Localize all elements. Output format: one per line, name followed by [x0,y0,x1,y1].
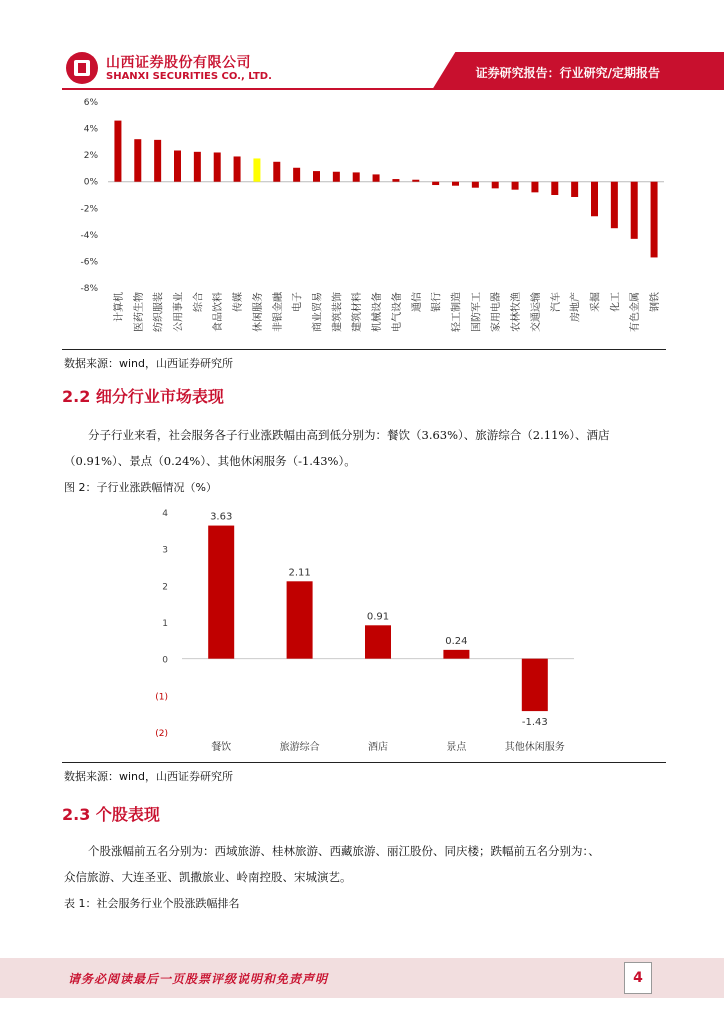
x-tick-label: 医药生物 [133,292,145,332]
company-logo-icon [66,52,98,84]
x-tick-label: 餐饮 [211,742,232,753]
x-tick-label: 休闲服务 [252,292,264,332]
y-tick-label: 4 [162,509,168,519]
chart2-source: 数据来源：wind，山西证券研究所 [64,770,234,783]
y-tick-label: 0 [162,655,168,666]
bar [174,150,181,181]
x-tick-label: 传媒 [233,292,245,312]
bar [512,182,519,190]
paragraph-line: 个股涨幅前五名分别为：西域旅游、桂林旅游、西藏旅游、丽江股份、同庆楼；跌幅前五名分别为：、 [88,844,600,858]
footer-disclaimer: 请务必阅读最后一页股票评级说明和免责声明 [68,972,329,986]
x-tick-label: 轻工制造 [451,292,463,332]
y-tick-label: (2) [155,729,168,739]
y-tick-label: -8% [80,284,98,294]
x-tick-label: 国防军工 [471,292,483,333]
y-tick-label: -2% [80,204,98,215]
bar [114,121,121,182]
y-tick-label: -6% [80,257,98,268]
x-tick-label: 非银金融 [272,292,284,332]
paragraph-line: 分子行业来看，社会服务各子行业涨跌幅由高到低分别为：餐饮（3.63%）、旅游综合（2.11%）、酒店 [88,428,610,442]
x-tick-label: 通信 [411,292,423,312]
bar [531,182,538,193]
bar [253,158,260,181]
y-tick-label: 0% [83,177,98,188]
data-label: 0.24 [445,635,468,647]
bar [631,182,638,239]
x-tick-label: 机械设备 [372,292,384,332]
x-tick-label: 采掘 [590,292,602,312]
data-label: -1.43 [521,717,548,729]
bar [551,182,558,195]
y-tick-label: 2 [162,582,168,593]
bar [214,152,221,181]
x-tick-label: 钢铁 [650,292,662,312]
x-tick-label: 银行 [431,292,443,312]
x-tick-label: 旅游综合 [279,742,320,753]
data-label: 2.11 [288,567,311,579]
section-2-3-paragraph [64,838,668,890]
bar [571,182,578,197]
bar [522,659,548,711]
y-tick-label: 1 [162,619,168,629]
bar [333,172,340,182]
x-tick-label: 建筑材料 [352,292,364,332]
paragraph-line: （0.91%）、景点（0.24%）、其他休闲服务（-1.43%）。 [64,454,356,468]
bar [313,171,320,182]
x-tick-label: 化工 [610,292,622,312]
bar [392,179,399,182]
x-tick-label: 房地产 [570,292,582,322]
bar [432,182,439,185]
x-tick-label: 农林牧渔 [511,292,523,332]
x-tick-label: 汽车 [550,292,562,312]
bar [472,182,479,188]
y-tick-label: 6% [83,98,98,108]
x-tick-label: 交通运输 [530,292,542,332]
bar [273,162,280,182]
x-tick-label: 公用事业 [173,292,185,332]
bar [194,152,201,182]
bar [293,168,300,182]
bar [208,526,234,659]
bar [412,180,419,182]
table-1-caption: 表 1：社会服务行业个股涨跌幅排名 [64,897,240,910]
bar [452,182,459,186]
bar [154,140,161,182]
industry-return-chart [0,92,724,352]
x-tick-label: 家用电器 [491,292,503,332]
x-tick-label: 酒店 [368,742,388,753]
company-name-cn: 山西证券股份有限公司 [106,55,251,71]
x-tick-label: 综合 [193,292,205,312]
x-tick-label: 纺织服装 [153,292,165,332]
y-tick-label: 3 [162,545,168,556]
bar [492,182,499,189]
figure-2-caption: 图 2：子行业涨跌幅情况（%） [64,481,217,494]
source-divider [62,349,666,350]
bar [651,182,658,258]
x-tick-label: 景点 [446,742,467,753]
bar [373,174,380,181]
x-tick-label: 电气设备 [391,292,403,332]
y-tick-label: (1) [155,692,168,703]
x-tick-label: 其他休闲服务 [504,742,565,753]
data-label: 0.91 [366,611,390,623]
section-2-2-paragraph [64,422,668,474]
bar [591,182,598,217]
chart1-source: 数据来源：wind，山西证券研究所 [64,357,234,370]
bar [353,172,360,181]
x-tick-label: 商业贸易 [312,292,324,332]
source-divider [62,762,666,763]
x-tick-label: 有色金属 [630,292,642,332]
company-name-en: SHANXI SECURITIES CO., LTD. [106,71,272,82]
header-divider [62,88,724,90]
x-tick-label: 食品饮料 [213,292,225,332]
section-2-2-title: 2.2 细分行业市场表现 [62,387,224,406]
bar [287,581,313,658]
data-label: 3.63 [210,511,233,523]
y-tick-label: -4% [80,230,98,241]
y-tick-label: 2% [83,151,98,162]
page-number: 4 [624,962,652,994]
section-2-3-title: 2.3 个股表现 [62,805,160,824]
bar [365,625,391,658]
report-type-label: 证券研究报告：行业研究/定期报告 [475,66,660,80]
x-tick-label: 计算机 [113,292,125,322]
x-tick-label: 电子 [292,292,304,312]
bar [134,139,141,182]
bar [443,650,469,659]
paragraph-line: 众信旅游、大连圣亚、凯撒旅业、岭南控股、宋城演艺。 [64,870,352,884]
bar [611,182,618,229]
bar [234,156,241,181]
sub-industry-return-chart [0,496,724,758]
y-tick-label: 4% [83,124,98,135]
x-tick-label: 建筑装饰 [332,292,344,332]
